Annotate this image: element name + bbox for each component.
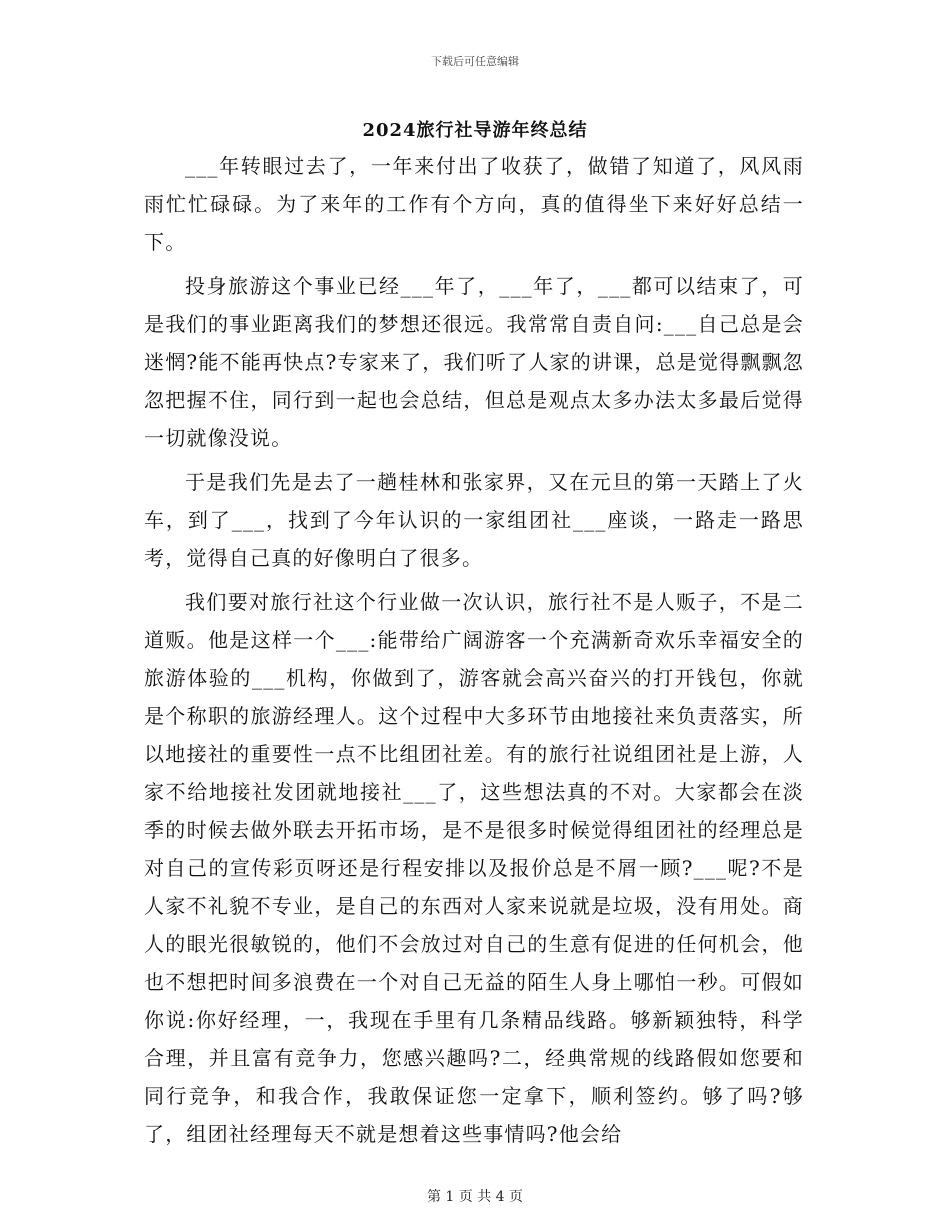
document-title: 2024旅行社导游年终总结: [362, 120, 588, 141]
page-number-footer: 第 1 页 共 4 页: [426, 1189, 524, 1205]
document-body: [144, 147, 804, 1153]
paragraph-1: ___年转眼过去了，一年来付出了收获了，做错了知道了，风风雨雨忙忙碌碌。为了来年的工作有个方向，真的值得坐下来好好总结一下。: [144, 154, 804, 254]
paragraph-2: 投身旅游这个事业已经___年了，___年了，___都可以结束了，可是我们的事业距离我们的梦想还很远。我常常自责自问:___自己总是会迷惘?能不能再快点?专家来了，我们听了人家的讲课，总是觉得飘飘忽忽把握不住，同行到一起也会总结，但总是观点太多办法太多最后觉得一切就像没说。: [144, 274, 804, 450]
paragraph-3: 于是我们先是去了一趟桂林和张家界，又在元旦的第一天踏上了火车，到了___，找到了今年认识的一家组团社___座谈，一路走一路思考，觉得自己真的好像明白了很多。: [144, 470, 804, 570]
paragraph-4: 我们要对旅行社这个行业做一次认识，旅行社不是人贩子，不是二道贩。他是这样一个___:能带给广阔游客一个充满新奇欢乐幸福安全的旅游体验的___机构，你做到了，游客就会高兴奋兴的打开钱包，你就是个称职的旅游经理人。这个过程中大多环节由地接社来负责落实，所以地接社的重要性一点不比组团社差。有的旅行社说组团社是上游，人家不给地接社发团就地接社___了，这些想法真的不对。大家都会在淡季的时候去做外联去开拓市场，是不是很多时候觉得组团社的经理总是对自己的宣传彩页呀还是行程安排以及报价总是不屑一顾?___呢?不是人家不礼貌不专业，是自己的东西对人家来说就是垃圾，没有用处。商人的眼光很敏锐的，他们不会放过对自己的生意有促进的任何机会，他也不想把时间多浪费在一个对自己无益的陌生人身上哪怕一秒。可假如你说:你好经理，一，我现在手里有几条精品线路。够新颖独特，科学合理，并且富有竞争力，您感兴趣吗?二，经典常规的线路假如您要和同行竞争，和我合作，我敢保证您一定拿下，顺利签约。够了吗?够了，组团社经理每天不就是想着这些事情吗?他会给: [144, 590, 804, 1146]
page-header-note: 下载后可任意编辑: [431, 55, 519, 68]
